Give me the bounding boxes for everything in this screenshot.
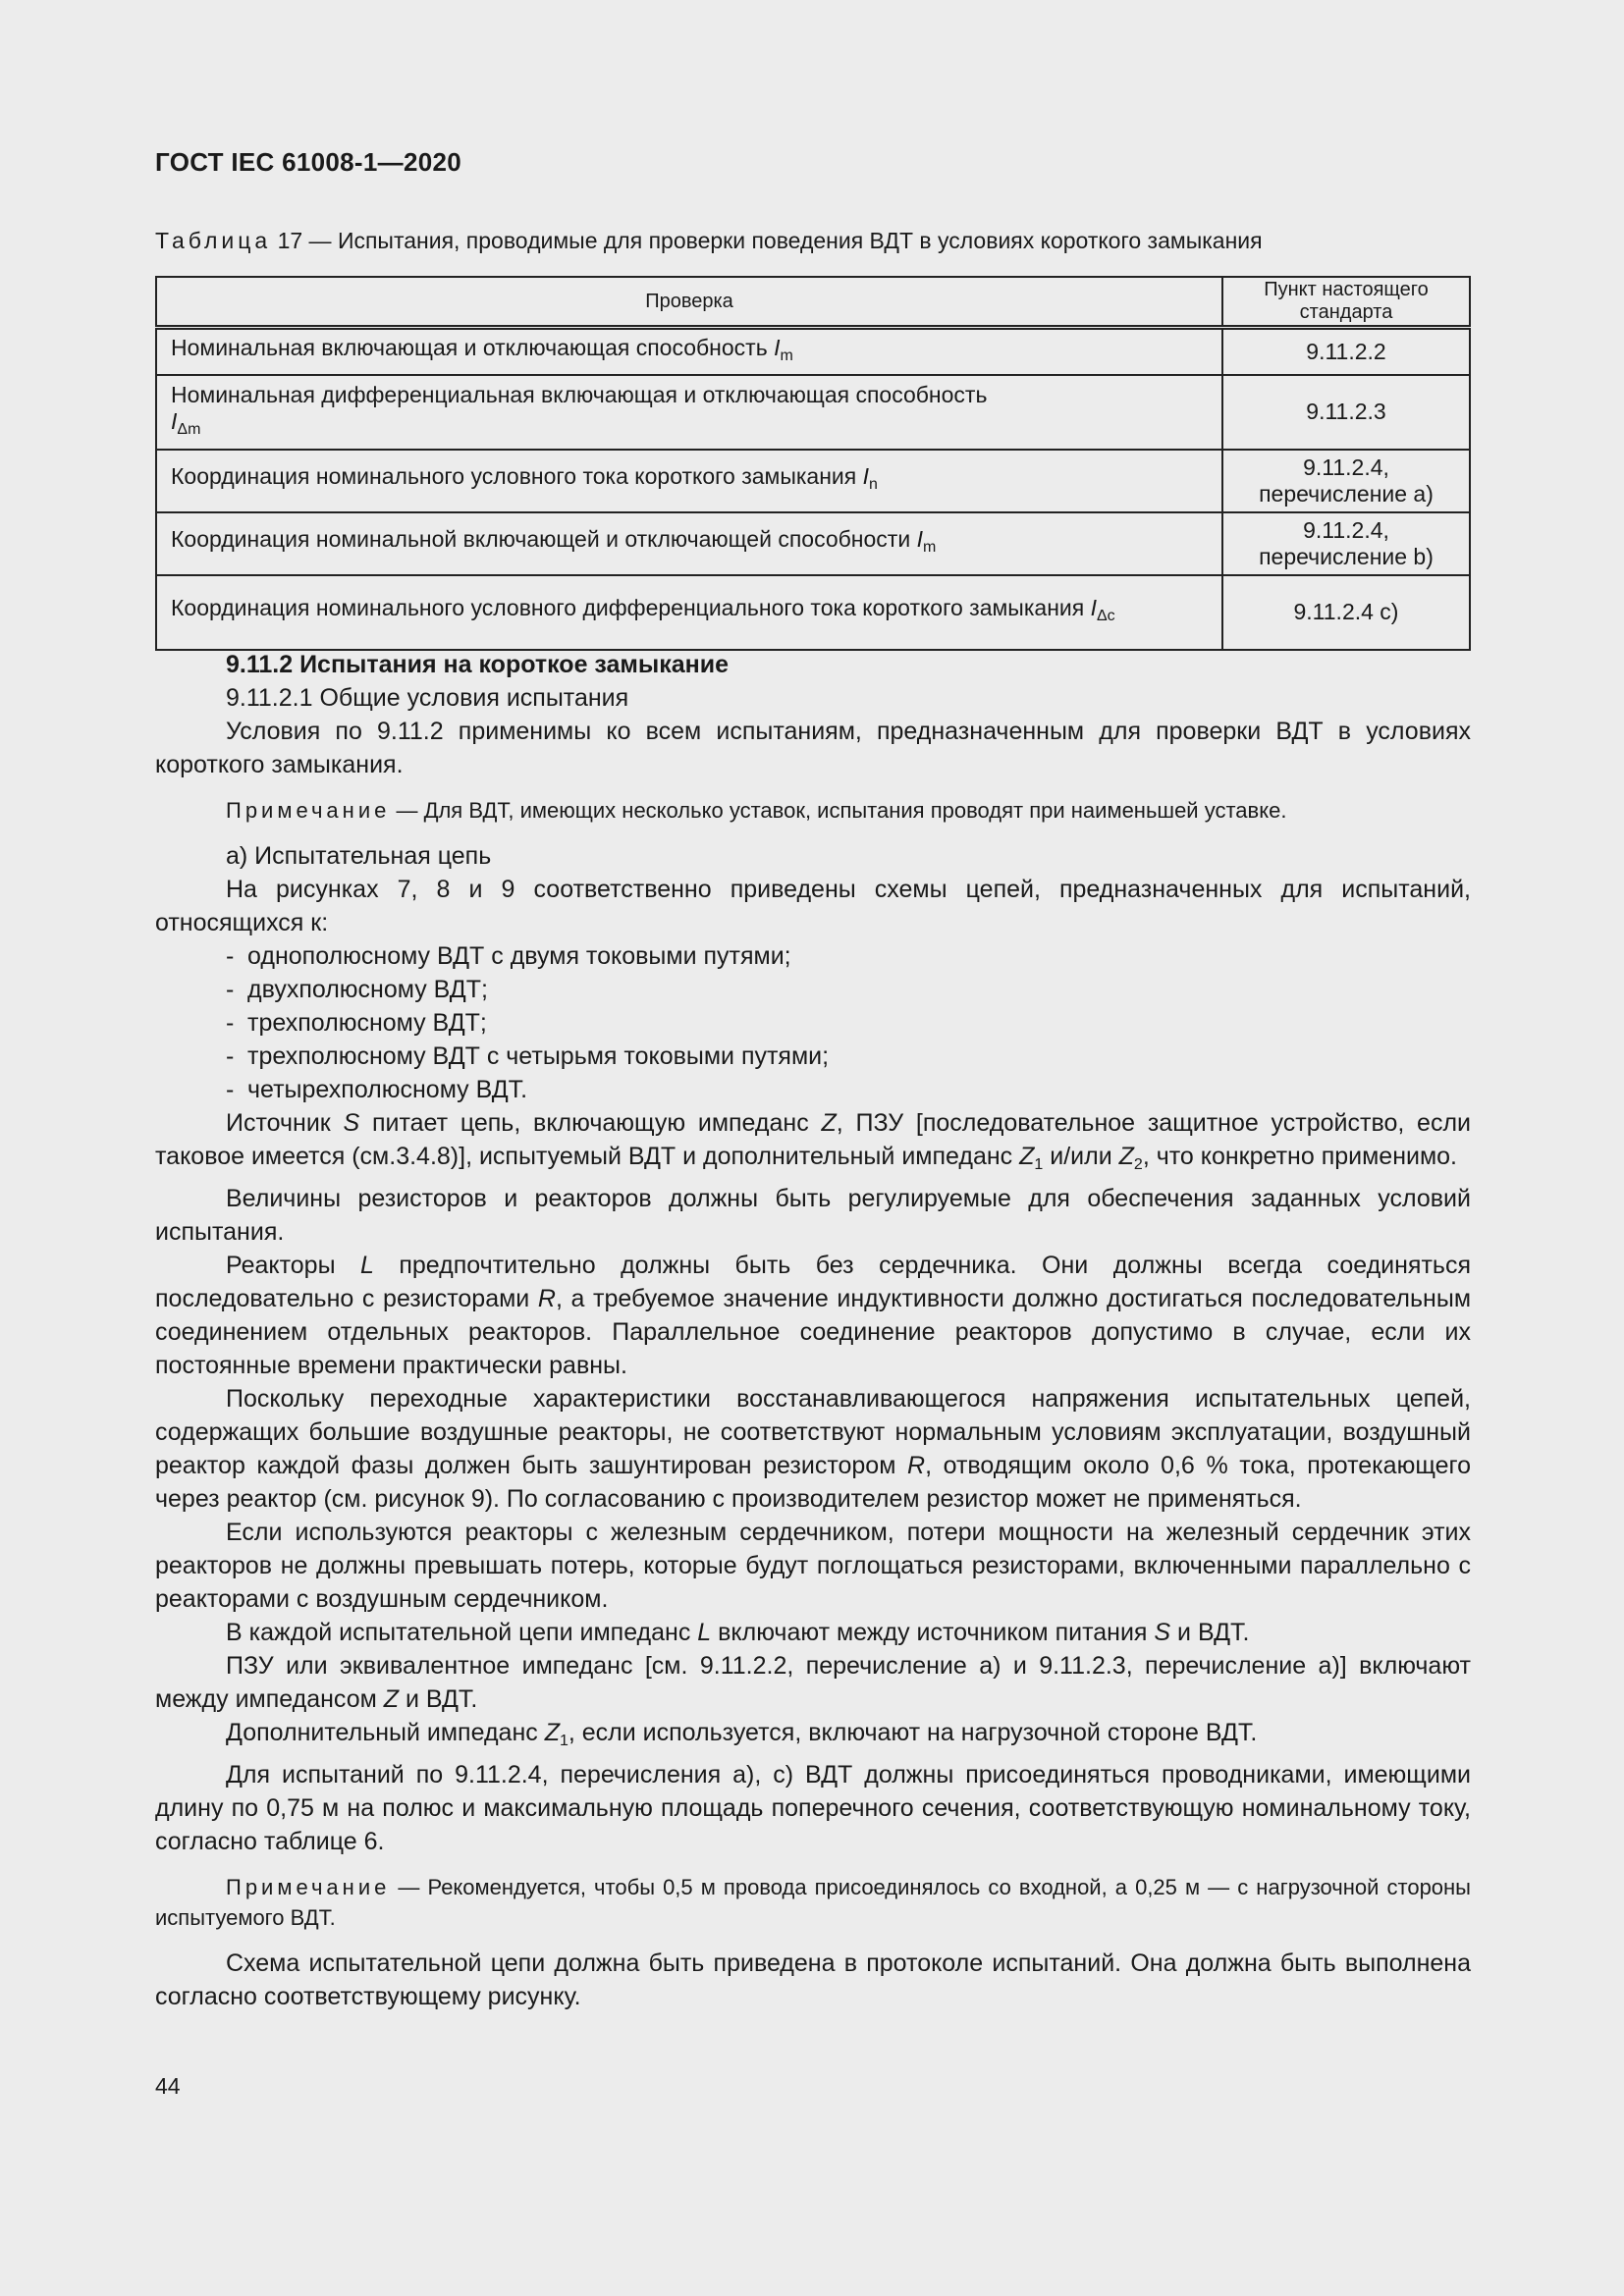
table-cell-ref: 9.11.2.2 [1222, 328, 1470, 375]
table-cell-check: Координация номинального условного тока короткого замыкания $I_n$ [156, 450, 1222, 512]
section-heading: 9.11.2 Испытания на короткое замыкание [226, 651, 730, 678]
column-header-check: Проверка [156, 277, 1222, 328]
table-row [156, 375, 1470, 450]
paragraph: Источник S питает цепь, включающую импеданс Z, ПЗУ [последовательное защитное устройство, если таковое имеется (см.3.4.8)], испытуемый ВДТ и дополнительный импеданс $Z_1$ и/или $Z_2$, что конкретно применимо. [155, 1109, 1472, 1173]
paragraph: Поскольку переходные характеристики восстанавливающегося напряжения испытательных цепей, содержащих большие воздушные реакторы, не соответствуют нормальным условиям эксплуатации, воздушный реактор каждой фазы должен быть зашунтирован резистором R, отводящим около 0,6 % тока, протекающего через реактор (см. рисунок 9). По согласованию с производителем резистор может не применяться. [155, 1385, 1471, 1513]
item-heading: a) Испытательная цепь [226, 842, 492, 870]
paragraph: Если используются реакторы с железным сердечником, потери мощности на железный сердечник этих реакторов не должны превышать потерь, которые будут поглощаться резисторами, включенными параллельно с реакторами с воздушным сердечником. [155, 1519, 1471, 1613]
note: Примечание — Рекомендуется, чтобы 0,5 м провода присоединялось со входной, а 0,25 м — с нагрузочной стороны испытуемого ВДТ. [155, 1875, 1471, 1930]
paragraph: Дополнительный импеданс $Z_1$, если используется, включают на нагрузочной стороне ВДТ. [226, 1719, 1258, 1749]
table-row [156, 450, 1470, 512]
table-row [156, 575, 1470, 650]
subsection-heading: 9.11.2.1 Общие условия испытания [226, 684, 629, 712]
table-cell-check: Координация номинального условного дифференциального тока короткого замыкания $I_{\Delta c}$ [156, 575, 1222, 650]
document-title: ГОСТ IEC 61008-1—2020 [155, 147, 461, 177]
list-item: - трехполюсному ВДТ с четырьмя токовыми путями; [226, 1042, 830, 1070]
paragraph: ПЗУ или эквивалентное импеданс [см. 9.11.2.2, перечисление a) и 9.11.2.3, перечисление a)] включают между импедансом Z и ВДТ. [155, 1652, 1471, 1713]
paragraph: Для испытаний по 9.11.2.4, перечисления a), c) ВДТ должны присоединяться проводниками, имеющими длину по 0,75 м на полюс и максимальную площадь поперечного сечения, соответствующую номинальному току, согласно таблице 6. [155, 1761, 1471, 1855]
table-cell-ref: 9.11.2.4 c) [1222, 575, 1470, 650]
table-caption-text: 17 — Испытания, проводимые для проверки поведения ВДТ в условиях короткого замыкания [277, 228, 1263, 253]
note: Примечание — Для ВДТ, имеющих несколько уставок, испытания проводят при наименьшей уставке. [226, 798, 1287, 823]
paragraph: Величины резисторов и реакторов должны быть регулируемые для обеспечения заданных условий испытания. [155, 1185, 1471, 1246]
list-item: - двухполюсному ВДТ; [226, 976, 488, 1003]
list-item: - четырехполюсному ВДТ. [226, 1076, 528, 1103]
document-body [155, 648, 1471, 2013]
paragraph: В каждой испытательной цепи импеданс L включают между источником питания S и ВДТ. [226, 1619, 1250, 1646]
table-cell-ref: 9.11.2.4, перечисление b) [1222, 512, 1470, 575]
table-row [156, 328, 1470, 375]
page-number: 44 [155, 2073, 181, 2099]
table-cell-check: Номинальная дифференциальная включающая и отключающая способность $I_{\Delta m}$ [156, 375, 1222, 450]
list-item: - однополюсному ВДТ с двумя токовыми путями; [226, 942, 791, 970]
table-caption-label: Таблица [155, 228, 272, 253]
paragraph: Реакторы L предпочтительно должны быть без сердечника. Они должны всегда соединяться последовательно с резисторами R, а требуемое значение индуктивности должно достигаться последовательным соединением отдельных реакторов. Параллельное соединение реакторов допустимо в случае, если их постоянные времени практически равны. [155, 1252, 1472, 1379]
table-caption [155, 228, 1263, 254]
table-cell-check: Координация номинальной включающей и отключающей способности $I_m$ [156, 512, 1222, 575]
paragraph: Схема испытательной цепи должна быть приведена в протоколе испытаний. Она должна быть выполнена согласно соответствующему рисунку. [155, 1949, 1471, 2010]
list-item: - трехполюсному ВДТ; [226, 1009, 487, 1037]
table-row [156, 512, 1470, 575]
table-cell-ref: 9.11.2.3 [1222, 375, 1470, 450]
paragraph: На рисунках 7, 8 и 9 соответственно приведены схемы цепей, предназначенных для испытаний, относящихся к: [155, 876, 1471, 936]
table-header-row [156, 277, 1470, 328]
table-cell-check: Номинальная включающая и отключающая способность $I_m$ [156, 328, 1222, 375]
table-17 [155, 276, 1471, 651]
column-header-ref: Пункт настоящего стандарта [1222, 277, 1470, 328]
table-cell-ref: 9.11.2.4, перечисление a) [1222, 450, 1470, 512]
paragraph: Условия по 9.11.2 применимы ко всем испытаниям, предназначенным для проверки ВДТ в условиях короткого замыкания. [155, 718, 1471, 778]
